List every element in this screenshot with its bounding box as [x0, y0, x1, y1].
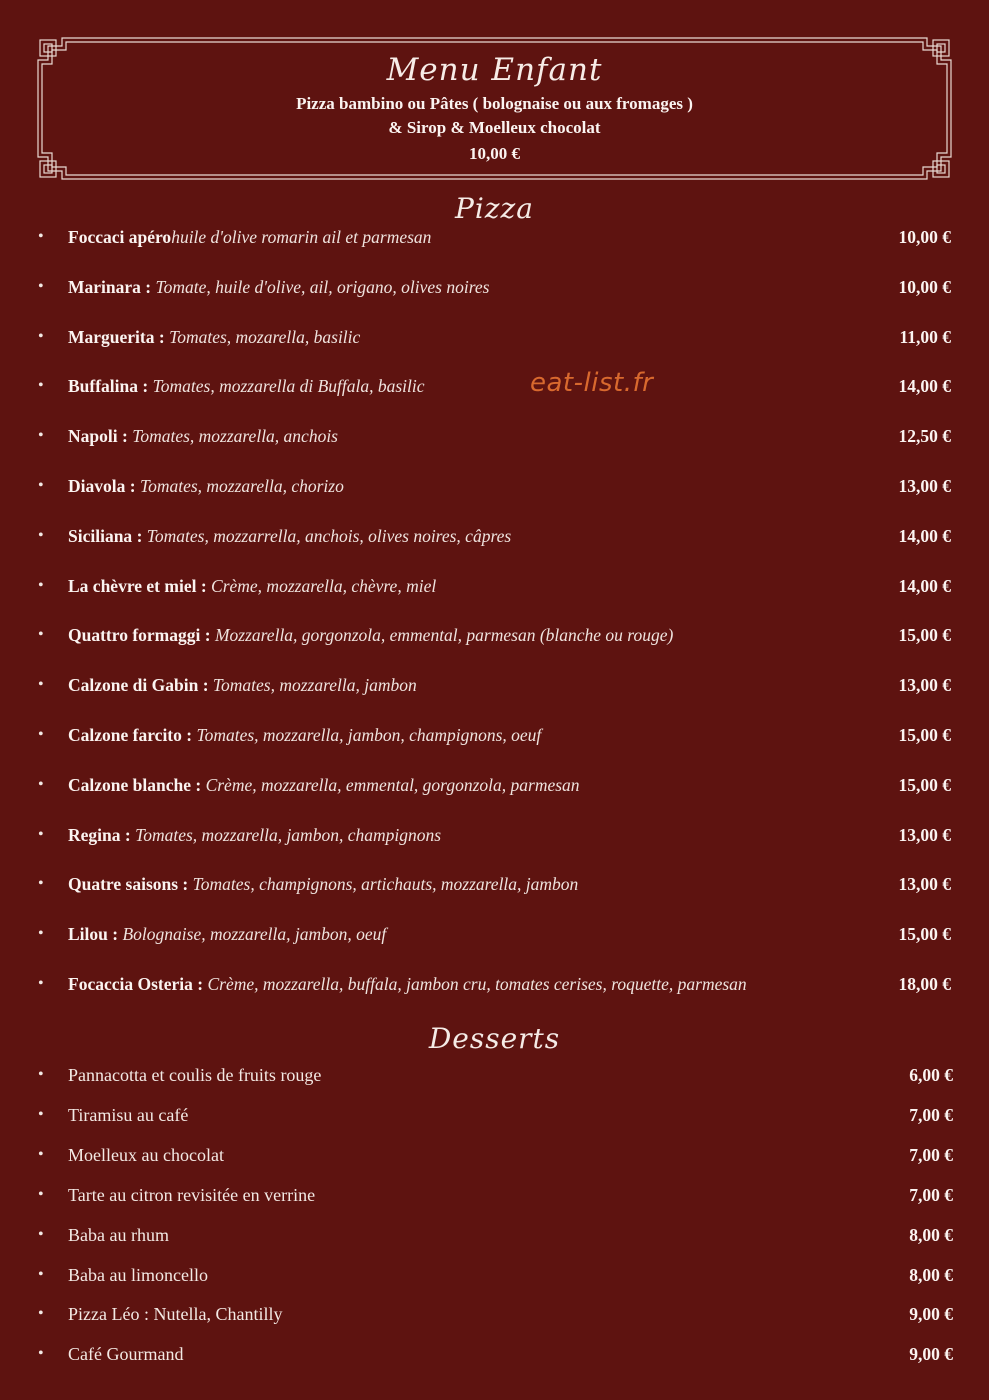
bullet-icon: •: [38, 576, 44, 594]
bullet-icon: •: [38, 825, 44, 843]
bullet-icon: •: [38, 1345, 44, 1363]
pizza-description: Tomates, mozzarrella, anchois, olives noires, câpres: [146, 525, 512, 546]
pizza-item: [0, 670, 989, 700]
pizza-description: Crème, mozzarella, emmental, gorgonzola, parmesan: [205, 774, 580, 795]
pizza-item-text: [68, 620, 673, 650]
pizza-separator: :: [200, 625, 215, 646]
bullet-icon: •: [38, 1185, 44, 1203]
dessert-name: Baba au limoncello: [68, 1264, 208, 1285]
dessert-item: [0, 1060, 989, 1090]
pizza-separator: :: [132, 525, 147, 546]
dessert-name: Café Gourmand: [68, 1344, 184, 1365]
bullet-icon: •: [38, 1145, 44, 1163]
bullet-icon: •: [38, 427, 44, 445]
pizza-name: Quatre saisons: [68, 874, 179, 895]
bullet-icon: •: [38, 975, 44, 992]
dessert-price: 9,00 €: [909, 1304, 953, 1325]
pizza-description: Tomates, mozzarella, jambon, champignons, oeuf: [196, 725, 542, 745]
pizza-description: Tomates, mozzarella, anchois: [132, 426, 338, 447]
dessert-item: [0, 1299, 989, 1329]
bullet-icon: •: [38, 277, 44, 295]
pizza-name: Buffalina: [68, 376, 139, 397]
pizza-name: Calzone farcito: [68, 725, 182, 745]
kids-menu-description-line-2: & Sirop & Moelleux chocolat: [388, 118, 601, 137]
pizza-item: [0, 471, 989, 501]
pizza-item: [0, 869, 989, 899]
pizza-description: Bolognaise, mozzarella, jambon, oeuf: [122, 924, 387, 945]
pizza-name: Lilou: [68, 924, 108, 945]
bullet-icon: •: [38, 526, 44, 544]
bullet-icon: •: [38, 1225, 44, 1243]
pizza-name: Siciliana: [68, 525, 133, 546]
pizza-description: Tomates, mozarella, basilic: [169, 326, 361, 347]
dessert-item: [0, 1140, 989, 1170]
bullet-icon: •: [38, 1105, 44, 1123]
bullet-icon: •: [38, 377, 44, 395]
pizza-item-text: [68, 322, 360, 352]
pizza-price: 13,00 €: [898, 675, 951, 696]
bullet-icon: •: [38, 1066, 44, 1083]
pizza-price: 15,00 €: [898, 725, 951, 745]
pizza-name: Foccaci apéro: [68, 227, 172, 247]
pizza-item: [0, 620, 989, 650]
pizza-item-text: [68, 571, 436, 601]
pizza-separator: :: [192, 974, 208, 994]
kids-menu-title: Menu Enfant: [386, 52, 603, 88]
pizza-separator: :: [125, 476, 140, 496]
dessert-item: [0, 1220, 989, 1250]
pizza-item: [0, 222, 989, 252]
pizza-price: 14,00 €: [898, 575, 951, 596]
dessert-item: [0, 1260, 989, 1290]
pizza-item: [0, 770, 989, 800]
dessert-name: Moelleux au chocolat: [68, 1144, 224, 1165]
pizza-separator: :: [138, 376, 153, 397]
pizza-price: 14,00 €: [898, 525, 951, 546]
pizza-price: 10,00 €: [898, 227, 951, 247]
pizza-price: 13,00 €: [898, 476, 951, 496]
pizza-separator: :: [117, 426, 133, 447]
pizza-separator: :: [120, 824, 136, 845]
pizza-description: Tomates, mozzarella, jambon: [212, 675, 417, 696]
pizza-price: 15,00 €: [898, 774, 951, 795]
pizza-price: 13,00 €: [898, 824, 951, 845]
bullet-icon: •: [38, 875, 44, 893]
pizza-description: Tomate, huile d'olive, ail, origano, olives noires: [155, 276, 490, 297]
bullet-icon: •: [38, 925, 44, 943]
kids-menu-description-line-1: Pizza bambino ou Pâtes ( bolognaise ou aux fromages ): [296, 94, 693, 113]
pizza-description: Mozzarella, gorgonzola, emmental, parmesan (blanche ou rouge): [214, 625, 674, 646]
bullet-icon: •: [38, 775, 44, 793]
dessert-price: 7,00 €: [909, 1104, 953, 1125]
pizza-item: [0, 521, 989, 551]
bullet-icon: •: [38, 726, 44, 743]
pizza-name: Regina: [68, 824, 121, 845]
pizza-price: 14,00 €: [898, 376, 951, 397]
dessert-name: Baba au rhum: [68, 1224, 169, 1245]
pizza-description: Crème, mozzarella, chèvre, miel: [211, 575, 437, 596]
kids-menu-price: 10,00 €: [469, 144, 520, 163]
pizza-name: Napoli: [68, 426, 118, 447]
dessert-price: 9,00 €: [909, 1344, 953, 1365]
pizza-item-text: [68, 720, 541, 750]
pizza-description: Crème, mozzarella, buffala, jambon cru, tomates cerises, roquette, parmesan: [207, 974, 747, 994]
pizza-item: [0, 571, 989, 601]
pizza-name: Diavola: [68, 476, 126, 496]
pizza-item: [0, 272, 989, 302]
watermark: eat-list.fr: [530, 368, 654, 398]
kids-menu-frame: [36, 36, 953, 181]
bullet-icon: •: [38, 477, 44, 494]
dessert-name: Pannacotta et coulis de fruits rouge: [68, 1065, 322, 1085]
bullet-icon: •: [38, 676, 44, 694]
pizza-description: Tomates, mozzarella di Buffala, basilic: [152, 376, 425, 397]
pizza-price: 10,00 €: [898, 276, 951, 297]
pizza-name: Calzone di Gabin: [68, 675, 199, 696]
pizza-item-text: [68, 670, 417, 700]
pizza-separator: :: [181, 725, 197, 745]
pizza-separator: :: [154, 326, 170, 347]
pizza-item: [0, 919, 989, 949]
pizza-description: huile d'olive romarin ail et parmesan: [171, 227, 432, 247]
pizza-description: Tomates, mozzarella, chorizo: [139, 476, 344, 496]
pizza-item-text: [68, 371, 425, 401]
pizza-item: [0, 371, 989, 401]
pizza-separator: :: [107, 924, 123, 945]
dessert-name: Tarte au citron revisitée en verrine: [68, 1184, 316, 1205]
bullet-icon: •: [38, 228, 44, 245]
pizza-item-text: [68, 421, 338, 451]
dessert-item: [0, 1100, 989, 1130]
pizza-price: 15,00 €: [898, 625, 951, 646]
dessert-item: [0, 1339, 989, 1369]
pizza-item-text: [68, 820, 441, 850]
dessert-price: 7,00 €: [909, 1184, 953, 1205]
pizza-item: [0, 421, 989, 451]
pizza-name: Marguerita: [68, 326, 155, 347]
pizza-item-text: [68, 272, 489, 302]
bullet-icon: •: [38, 327, 44, 345]
pizza-item-text: [68, 869, 578, 899]
pizza-separator: :: [178, 874, 193, 895]
bullet-icon: •: [38, 626, 44, 644]
bullet-icon: •: [38, 1265, 44, 1283]
pizza-item: [0, 820, 989, 850]
pizza-item-text: [68, 770, 580, 800]
pizza-item: [0, 720, 989, 750]
pizza-separator: :: [191, 774, 206, 795]
dessert-name: Tiramisu au café: [68, 1104, 189, 1125]
pizza-item-text: [68, 471, 344, 501]
pizza-description: Tomates, champignons, artichauts, mozzarella, jambon: [192, 874, 579, 895]
pizza-description: Tomates, mozzarella, jambon, champignons: [135, 824, 442, 845]
pizza-price: 15,00 €: [898, 924, 951, 945]
pizza-price: 12,50 €: [898, 426, 951, 447]
pizza-name: Calzone blanche: [68, 774, 191, 795]
dessert-price: 7,00 €: [909, 1144, 953, 1165]
dessert-price: 6,00 €: [909, 1065, 953, 1085]
pizza-item: [0, 322, 989, 352]
pizza-separator: :: [198, 675, 213, 696]
bullet-icon: •: [38, 1305, 44, 1323]
pizza-name: La chèvre et miel: [68, 575, 197, 596]
pizza-item-text: [68, 222, 431, 252]
pizza-section-title: Pizza: [455, 192, 534, 225]
pizza-price: 13,00 €: [898, 874, 951, 895]
pizza-item-text: [68, 969, 747, 999]
desserts-section-title: Desserts: [428, 1022, 561, 1055]
dessert-name: Pizza Léo : Nutella, Chantilly: [68, 1304, 283, 1325]
pizza-separator: :: [140, 276, 156, 297]
pizza-name: Focaccia Osteria: [68, 974, 193, 994]
pizza-separator: :: [196, 575, 212, 596]
pizza-price: 11,00 €: [899, 326, 951, 347]
pizza-item: [0, 969, 989, 999]
pizza-item-text: [68, 521, 511, 551]
pizza-name: Marinara: [68, 276, 141, 297]
dessert-price: 8,00 €: [909, 1224, 953, 1245]
pizza-item-text: [68, 919, 386, 949]
pizza-price: 18,00 €: [898, 974, 951, 994]
pizza-name: Quattro formaggi: [68, 625, 201, 646]
dessert-item: [0, 1180, 989, 1210]
dessert-price: 8,00 €: [909, 1264, 953, 1285]
